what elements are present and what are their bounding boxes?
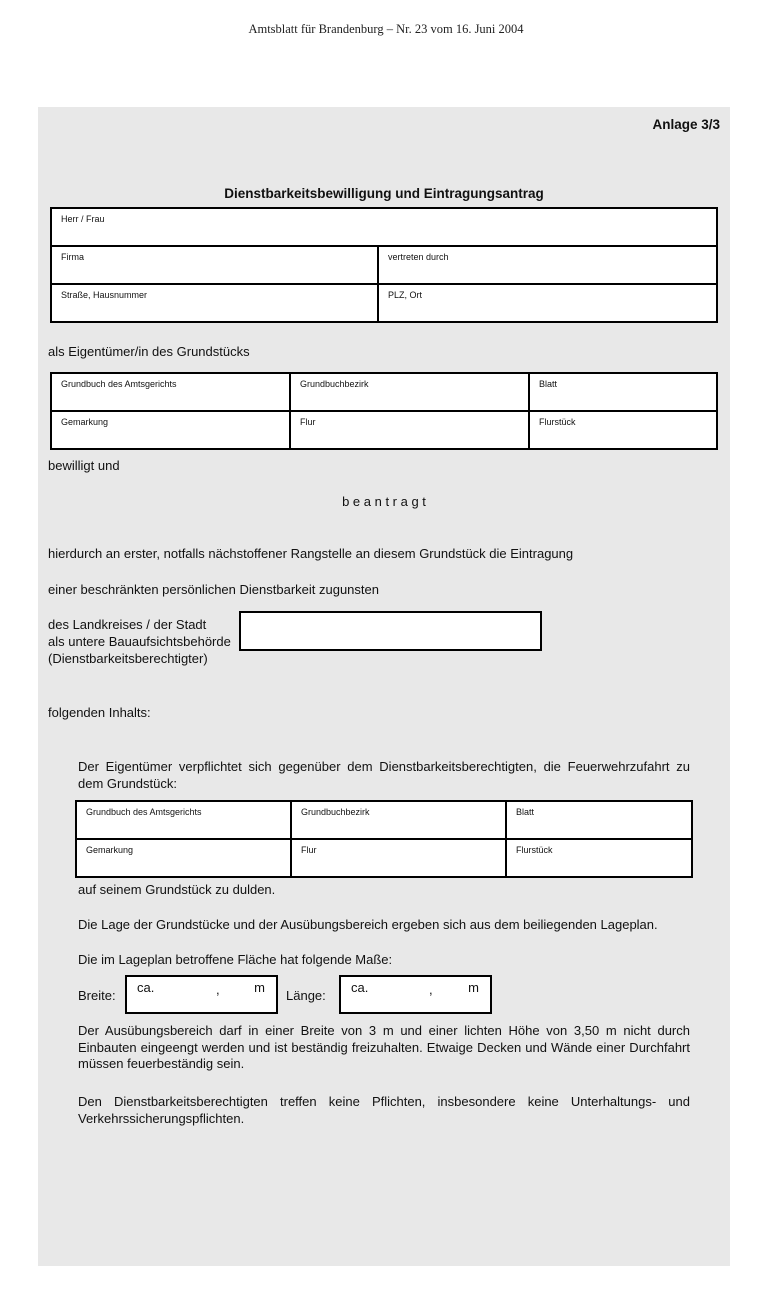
herr-frau-label: Herr / Frau: [61, 214, 105, 224]
berechtigter-label: [48, 616, 231, 667]
herr-frau-field[interactable]: [51, 208, 717, 246]
grundbuchbezirk-label-2: Grundbuchbezirk: [301, 807, 370, 817]
hierdurch-text: hierdurch an erster, notfalls nächstoffener Rangstelle an diesem Grundstück die Eintragung: [48, 546, 574, 561]
firma-field[interactable]: [51, 246, 378, 284]
blatt-label: Blatt: [539, 379, 558, 389]
berechtigter-line-3: (Dienstbarkeitsberechtigter): [48, 651, 208, 666]
parcel-table-owner: [50, 372, 718, 450]
masse-text: Die im Lageplan betroffene Fläche hat folgende Maße:: [78, 952, 393, 967]
gemarkung-field[interactable]: [51, 411, 290, 449]
ausuebungsbereich-text: Der Ausübungsbereich darf in einer Breite von 3 m und einer lichten Höhe von 3,50 m nicht durch Einbauten eingeengt werden und ist beständig freizuhalten. Etwaige Decken und Wände einer Durchfahrt müssen feuerbeständig sein.: [78, 1023, 690, 1071]
berechtigter-field[interactable]: [239, 611, 542, 651]
laenge-prefix: ca.: [351, 980, 369, 995]
flur-field[interactable]: [290, 411, 529, 449]
als-eigentuemer-text: als Eigentümer/in des Grundstücks: [48, 344, 250, 359]
vertreten-durch-field[interactable]: [378, 246, 717, 284]
breite-prefix: ca.: [137, 980, 155, 995]
laenge-field[interactable]: [339, 975, 492, 1014]
flur-label-2: Flur: [301, 845, 317, 855]
flur-label: Flur: [300, 417, 316, 427]
gemarkung-label: Gemarkung: [61, 417, 109, 427]
verpflichtet-text: Der Eigentümer verpflichtet sich gegenüber dem Dienstbarkeitsberechtigten, die Feuerwehrzufahrt zu dem Grundstück:: [78, 759, 690, 791]
firma-label: Firma: [61, 252, 84, 262]
laenge-separator: ,: [429, 982, 433, 997]
grundbuchbezirk-label: Grundbuchbezirk: [300, 379, 369, 389]
anlage-label: Anlage 3/3: [652, 117, 720, 132]
flurstueck-label-2: Flurstück: [516, 845, 553, 855]
laenge-unit: m: [468, 980, 479, 995]
plz-ort-label: PLZ, Ort: [388, 290, 423, 300]
blatt-field[interactable]: [529, 373, 717, 411]
keine-pflichten-text: Den Dienstbarkeitsberechtigten treffen keine Pflichten, insbesondere keine Unterhaltungs- und Verkehrssicherungspflichten.: [78, 1094, 690, 1126]
blatt-label-2: Blatt: [516, 807, 535, 817]
strasse-label: Straße, Hausnummer: [61, 290, 148, 300]
flurstueck-label: Flurstück: [539, 417, 576, 427]
form-panel: [38, 107, 730, 1266]
gemarkung-field-2[interactable]: [76, 839, 291, 877]
lage-text: Die Lage der Grundstücke und der Ausübungsbereich ergeben sich aus dem beiliegenden Lageplan.: [78, 917, 658, 932]
flurstueck-field[interactable]: [529, 411, 717, 449]
blatt-field-2[interactable]: [506, 801, 692, 839]
zu-dulden-text: auf seinem Grundstück zu dulden.: [78, 882, 276, 897]
einer-beschraenkten-text: einer beschränkten persönlichen Dienstbarkeit zugunsten: [48, 582, 379, 597]
breite-field[interactable]: [125, 975, 278, 1014]
grundbuchbezirk-field[interactable]: [290, 373, 529, 411]
bewilligt-und-text: bewilligt und: [48, 458, 120, 473]
breite-label: Breite:: [78, 988, 116, 1003]
folgenden-inhalts-text: folgenden Inhalts:: [48, 705, 151, 720]
beantragt-text: b e a n t r a g t: [342, 494, 426, 509]
berechtigter-line-2: als untere Bauaufsichtsbehörde: [48, 634, 231, 649]
flur-field-2[interactable]: [291, 839, 506, 877]
flurstueck-field-2[interactable]: [506, 839, 692, 877]
grundbuchbezirk-field-2[interactable]: [291, 801, 506, 839]
strasse-field[interactable]: [51, 284, 378, 322]
laenge-label: Länge:: [286, 988, 326, 1003]
breite-separator: ,: [216, 982, 220, 997]
parcel-table-zufahrt: [75, 800, 693, 878]
owner-table: [50, 207, 718, 323]
grundbuch-field[interactable]: [51, 373, 290, 411]
grundbuch-field-2[interactable]: [76, 801, 291, 839]
gemarkung-label-2: Gemarkung: [86, 845, 134, 855]
vertreten-durch-label: vertreten durch: [388, 252, 449, 262]
form-title: Dienstbarkeitsbewilligung und Eintragungsantrag: [224, 186, 544, 201]
plz-ort-field[interactable]: [378, 284, 717, 322]
breite-unit: m: [254, 980, 265, 995]
grundbuch-label: Grundbuch des Amtsgerichts: [61, 379, 177, 389]
running-header: Amtsblatt für Brandenburg – Nr. 23 vom 16. Juni 2004: [248, 22, 524, 36]
grundbuch-label-2: Grundbuch des Amtsgerichts: [86, 807, 202, 817]
berechtigter-line-1: des Landkreises / der Stadt: [48, 617, 207, 632]
